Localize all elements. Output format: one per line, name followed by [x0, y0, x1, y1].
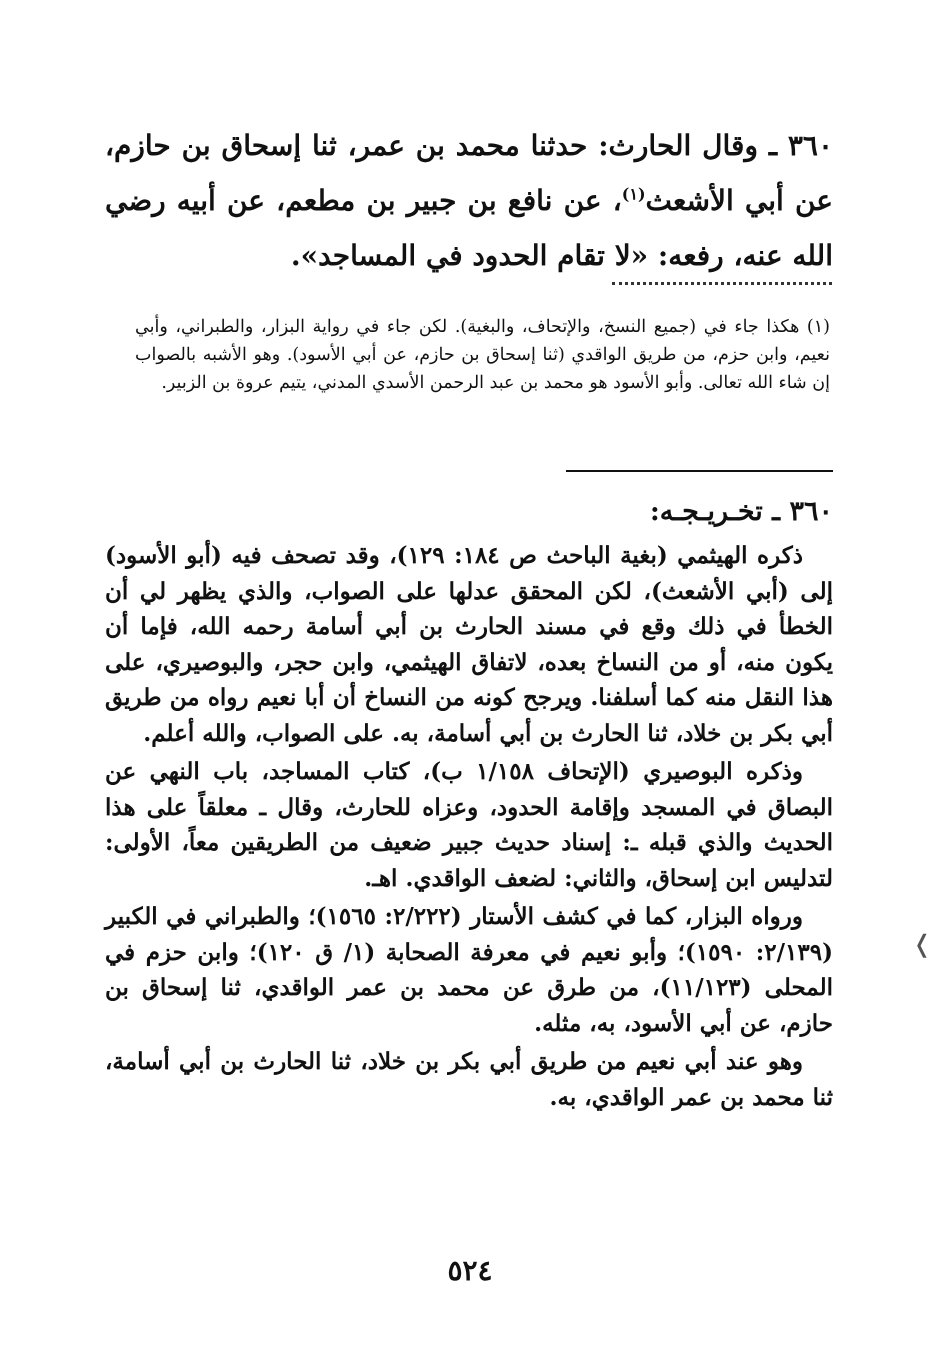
footnote-separator	[612, 282, 832, 289]
hadith-text	[105, 118, 833, 283]
page-number: ٥٢٤	[447, 1254, 493, 1287]
takhrij-paragraph: ورواه البزار، كما في كشف الأستار (٢/٢٢٢: ١٥٦٥)؛ والطبراني في الكبير (٢/١٣٩: ١٥٩٠)؛ وأبو نعيم في معرفة الصحابة (١/ ق ١٢٠)؛ وابن حزم في المحلى (١١/١٢٣)، من طرق عن محمد بن عمر الواقدي، ثنا إسحاق بن حازم، عن أبي الأسود، به، مثله.	[105, 903, 833, 1037]
margin-bracket-mark: ❬	[912, 930, 933, 958]
takhrij-paragraph: وهو عند أبي نعيم من طريق أبي بكر بن خلاد، ثنا الحارث بن أبي أسامة، ثنا محمد بن عمر الواقدي، به.	[105, 1048, 833, 1111]
section-divider	[566, 470, 833, 472]
takhrij-paragraph: ذكره الهيثمي (بغية الباحث ص ١٨٤: ١٢٩)، وقد تصحف فيه (أبو الأسود) إلى (أبي الأشعث)، لكن المحقق عدلها على الصواب، والذي يظهر لي أن الخطأ في ذلك وقع في مسند الحارث بن أبي أسامة رحمه الله، فإما أن يكون منه، أو من النساخ بعده، لاتفاق الهيثمي، وابن حجر، والبوصيري، على هذا النقل منه كما أسلفنا. ويرجح كونه من النساخ أن أبا نعيم رواه من طريق أبي بكر بن خلاد، ثنا الحارث بن أبي أسامة، به. على الصواب، والله أعلم.	[105, 542, 833, 747]
hadith-number: ٣٦٠ ـ	[768, 129, 834, 162]
hadith-text-part1: وقال الحارث: حدثنا محمد بن عمر، ثنا إسحاق بن حازم، عن أبي الأشعث	[105, 129, 834, 217]
hadith-text-part2: ، عن نافع بن جبير بن مطعم، عن أبيه رضي الله عنه، رفعه: «لا تقام الحدود في المساجد».	[105, 184, 833, 272]
takhrij-paragraph: وذكره البوصيري (الإتحاف ١/١٥٨ ب)، كتاب المساجد، باب النهي عن البصاق في المسجد وإقامة الحدود، وعزاه للحارث، وقال ـ معلقاً على هذا الحديث والذي قبله ـ: إسناد حديث جبير ضعيف من الطريقين معاً، الأولى: لتدليس ابن إسحاق، والثاني: لضعف الواقدي. اهـ.	[105, 758, 833, 892]
footnote-marker: (١)	[621, 184, 646, 204]
footnote: (١) هكذا جاء في (جميع النسخ، والإتحاف، والبغية). لكن جاء في رواية البزار، والطبراني، وأبي نعيم، وابن حزم، من طريق الواقدي (ثنا إسحاق بن حازم، عن أبي الأسود). وهو الأشبه بالصواب إن شاء الله تعالى. وأبو الأسود هو محمد بن عبد الرحمن الأسدي المدني، يتيم عروة بن الزبير.	[135, 317, 830, 393]
takhrij-body	[105, 538, 833, 1118]
takhrij-heading: ٣٦٠ ـ تخـريـجـه:	[649, 496, 833, 527]
